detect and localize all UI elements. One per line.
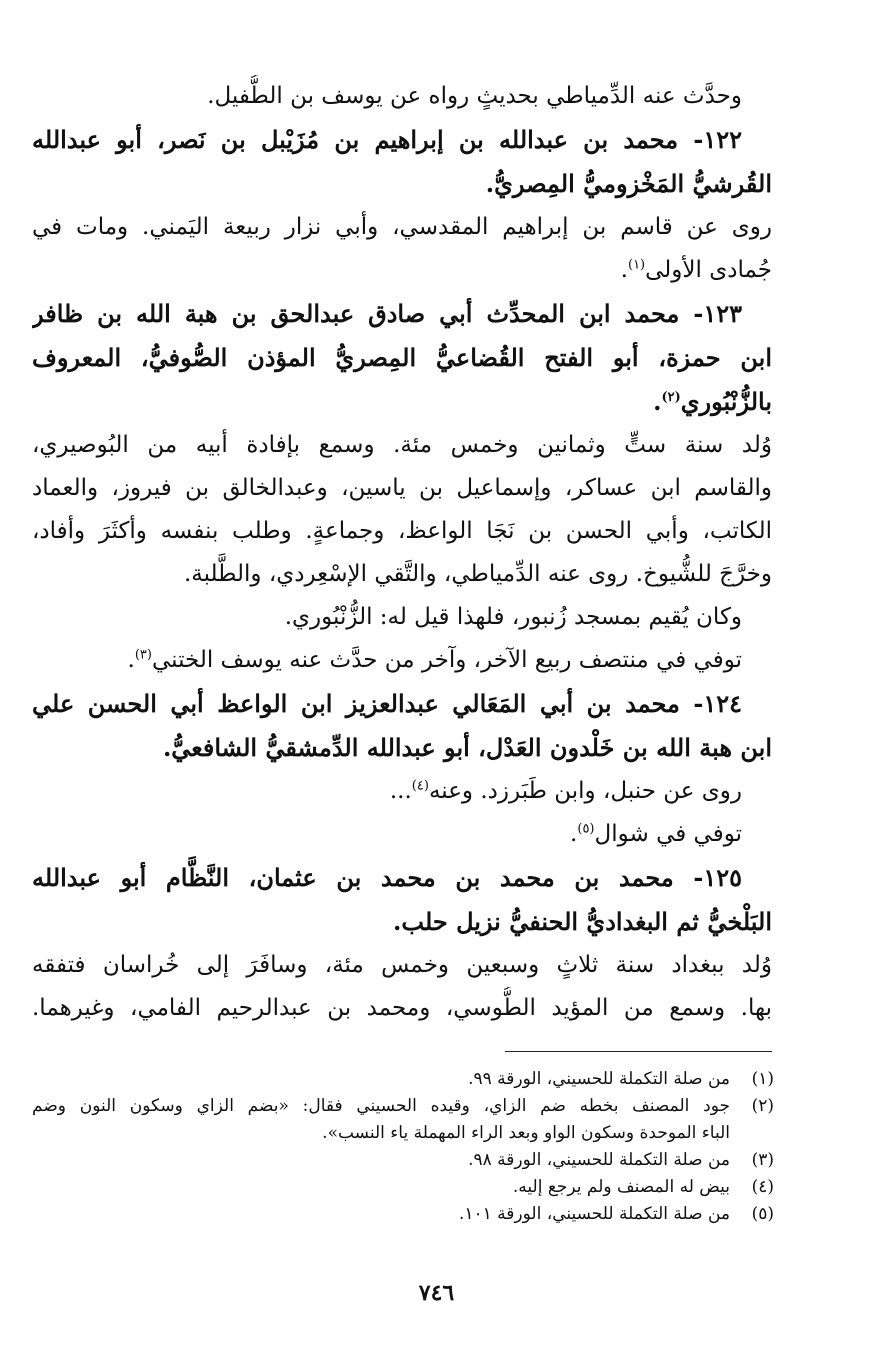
- entry-heading-line: [32, 162, 772, 206]
- footnote-line: جود المصنف بخطه ضم الزاي، وقيده الحسيني فقال: «بضم الزاي وسكون النون وضم: [32, 1096, 730, 1116]
- entry-heading-line: [32, 292, 772, 336]
- footnote: [32, 1066, 774, 1093]
- line-text: والقاسم ابن عساكر، وإسماعيل بن ياسين، وعبدالخالق بن فيروز، والعماد: [32, 475, 772, 501]
- footnote-text: [32, 1147, 730, 1174]
- line-text: روى عن قاسم بن إبراهيم المقدسي، وأبي نزار ربيعة اليَمني. ومات في: [32, 214, 772, 240]
- line-text: الكاتب، وأبي الحسن بن نَجَا الواعظ، وجماعةٍ. وطلب بنفسه وأكثَرَ وأفاد،: [32, 518, 772, 544]
- footnote-marker: (٢): [661, 390, 681, 405]
- entry-heading-line: [32, 900, 772, 944]
- entry-heading-line: [32, 856, 772, 900]
- line-text: البَلْخيُّ ثم البغداديُّ الحنفيُّ نزيل حلب.: [393, 907, 772, 936]
- line-text: ١٢٤- محمد بن أبي المَعَالي عبدالعزيز ابن الواعظ أبي الحسن علي: [32, 689, 742, 718]
- footnotes: [32, 1066, 774, 1228]
- body-text-line: [32, 467, 772, 510]
- footnote-number: (٣): [751, 1150, 774, 1170]
- footnote-text: [32, 1093, 730, 1147]
- line-end-punctuation: .: [653, 387, 662, 416]
- line-text: وخرَّجَ للشُّيوخ. روى عنه الدِّمياطي، والتَّقي الإسْعِردي، والطَّلبة.: [183, 561, 772, 587]
- line-text: وُلد سنة ستٍّ وثمانين وخمس مئة. وسمع بإفادة أبيه من البُوصيري،: [32, 432, 772, 458]
- line-text: ١٢٥- محمد بن محمد بن محمد بن عثمان، النَّظَّام أبو عبدالله: [32, 863, 742, 892]
- footnote-number: (١): [751, 1069, 774, 1089]
- line-text: روى عن حنبل، وابن طَبَرزد. وعنه: [428, 778, 742, 804]
- line-text: القُرشيُّ المَخْزوميُّ المِصريُّ.: [485, 169, 772, 198]
- line-text: بالزُّنْبُوري: [680, 387, 772, 416]
- footnote-text: [32, 1174, 730, 1201]
- body-text-line: [32, 596, 772, 639]
- body-text-line: [32, 813, 772, 856]
- body-text-line: [32, 510, 772, 553]
- body-text-line: [32, 639, 772, 682]
- footnote-text: [32, 1201, 730, 1228]
- body-text-line: [32, 553, 772, 596]
- entry-heading-line: [32, 336, 772, 380]
- line-text: بها. وسمع من المؤيد الطُّوسي، ومحمد بن عبدالرحيم الفامي، وغيرهما.: [32, 995, 772, 1021]
- entry-heading-line: [32, 682, 772, 726]
- line-text: ١٢٢- محمد بن عبدالله بن إبراهيم بن مُزَيْبل بن نَصر، أبو عبدالله: [32, 125, 742, 154]
- footnote-number: (٤): [751, 1177, 774, 1197]
- body-text-line: [32, 424, 772, 467]
- footnote-line: من صلة التكملة للحسيني، الورقة ٩٨.: [468, 1150, 730, 1170]
- line-end-punctuation: .: [127, 647, 135, 673]
- footnote-marker: (١): [627, 257, 646, 273]
- footnote-line: من صلة التكملة للحسيني، الورقة ٩٩.: [468, 1069, 730, 1089]
- line-end-punctuation: .: [620, 257, 628, 283]
- body-text-line: [32, 944, 772, 987]
- line-text: وكان يُقيم بمسجد زُنبور، فلهذا قيل له: الزُّنْبُوري.: [284, 604, 742, 630]
- body-text-line: [32, 987, 772, 1030]
- footnote-number: (٢): [751, 1096, 774, 1116]
- footnote-marker: (٣): [134, 647, 152, 663]
- line-end-punctuation: .: [570, 821, 578, 847]
- body-text-line: [32, 770, 772, 813]
- footnote-divider: [505, 1051, 772, 1052]
- footnote: [32, 1174, 774, 1201]
- entry-heading-line: [32, 118, 772, 162]
- body-text-line: [32, 75, 772, 118]
- entry-heading-line: [32, 726, 772, 770]
- line-text: وحدَّث عنه الدِّمياطي بحديثٍ رواه عن يوسف بن الطُّفيل.: [207, 83, 742, 109]
- line-text: جُمادى الأولى: [645, 257, 772, 283]
- footnote: [32, 1147, 774, 1174]
- footnote-line: بيض له المصنف ولم يرجع إليه.: [512, 1177, 730, 1197]
- footnote-text: [32, 1066, 730, 1093]
- line-text: ١٢٣- محمد ابن المحدِّث أبي صادق عبدالحق بن هبة الله بن ظافر: [32, 299, 742, 328]
- entry-heading-line: [32, 380, 772, 424]
- footnote-number: (٥): [751, 1204, 774, 1224]
- body-text-line: [32, 206, 772, 249]
- page-number: ٧٤٦: [418, 1280, 455, 1306]
- footnote-marker: (٥): [577, 821, 595, 837]
- main-text: [32, 75, 772, 1030]
- line-text: ابن حمزة، أبو الفتح القُضاعيُّ المِصريُّ المؤذن الصُّوفيُّ، المعروف: [32, 343, 772, 372]
- line-text: توفي في شوال: [594, 821, 742, 847]
- footnote-line: من صلة التكملة للحسيني، الورقة ١٠١.: [458, 1204, 730, 1224]
- line-text: توفي في منتصف ربيع الآخر، وآخر من حدَّث عنه يوسف الختني: [151, 647, 742, 673]
- footnote-marker: (٤): [411, 778, 429, 794]
- body-text-line: [32, 249, 772, 292]
- line-text: ابن هبة الله بن خَلْدون العَدْل، أبو عبدالله الدِّمشقيُّ الشافعيُّ.: [162, 733, 772, 762]
- footnote: [32, 1201, 774, 1228]
- line-end-punctuation: ...: [389, 778, 412, 804]
- footnote-line: الباء الموحدة وسكون الواو وبعد الراء المهملة ياء النسب».: [322, 1123, 730, 1143]
- line-text: وُلد ببغداد سنة ثلاثٍ وسبعين وخمس مئة، وسافَرَ إلى خُراسان فتفقه: [32, 952, 772, 978]
- footnote: [32, 1093, 774, 1147]
